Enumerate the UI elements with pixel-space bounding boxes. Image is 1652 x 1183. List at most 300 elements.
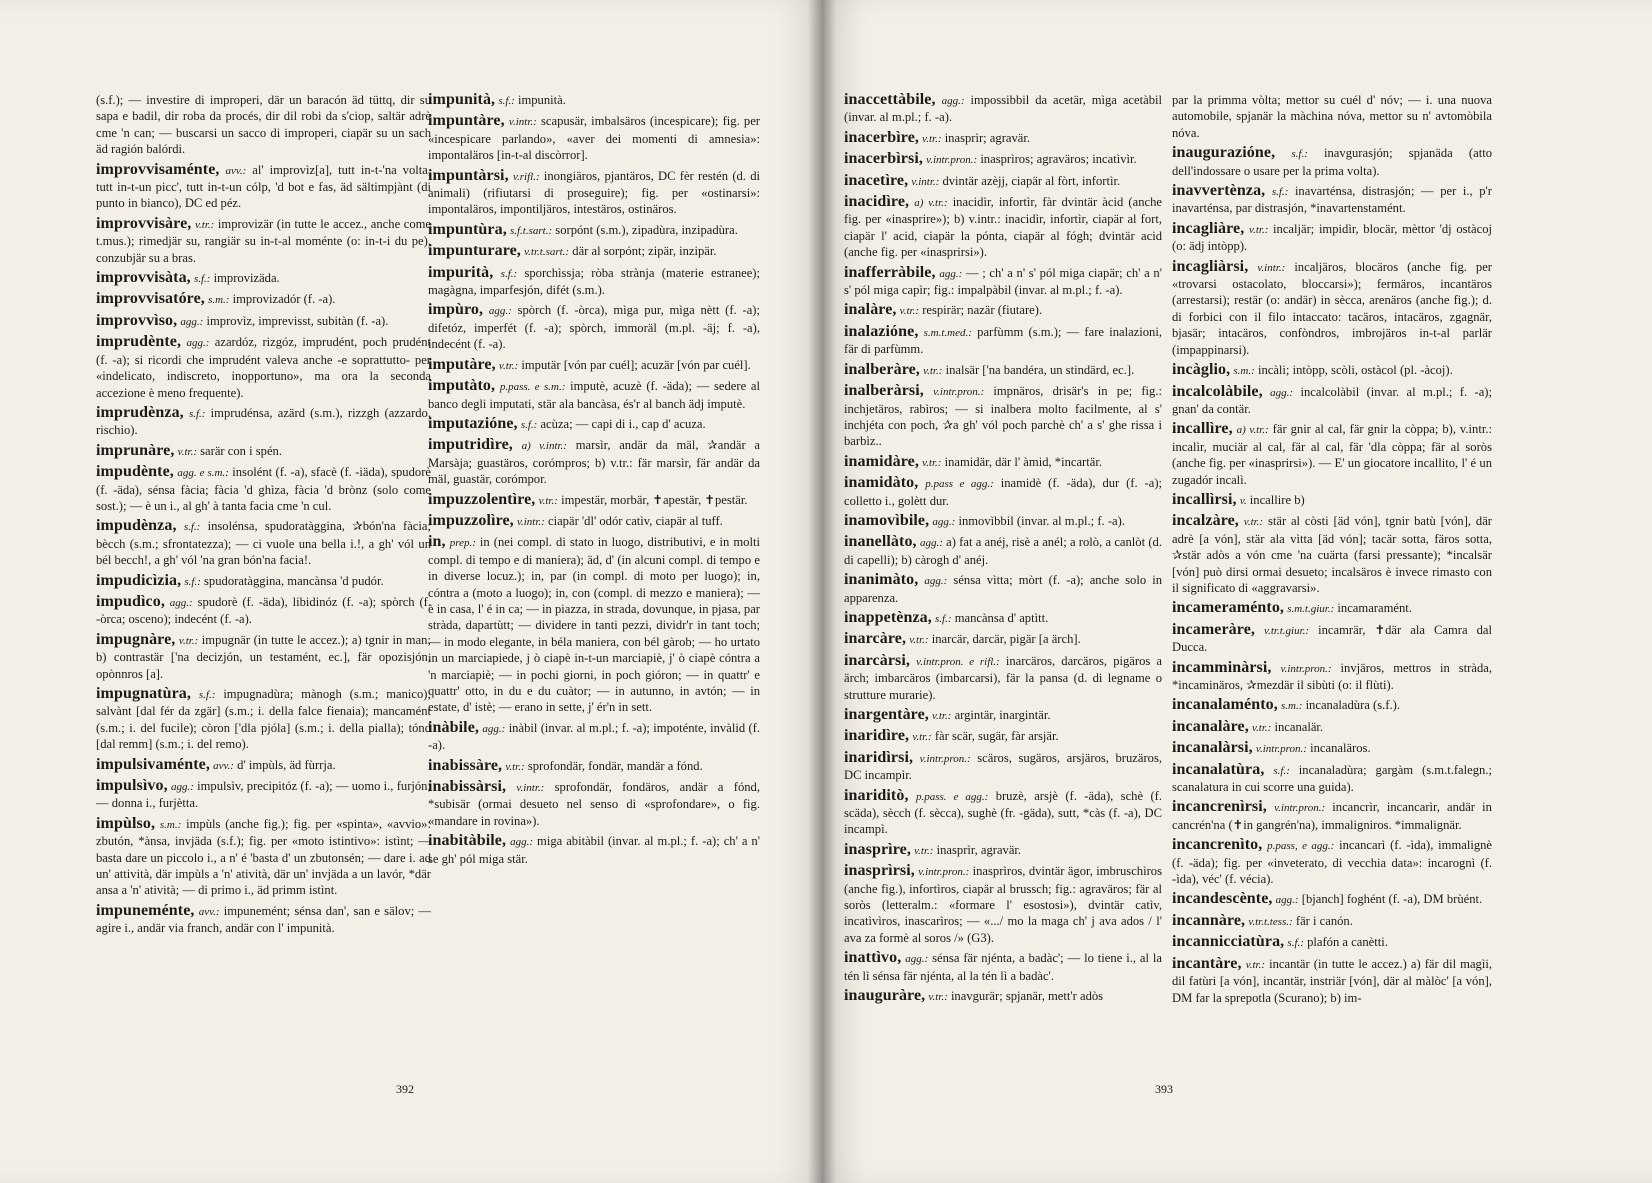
entry-definition: inasprìros, dvintär ägor, imbruschìros (anche fig.), infortìros, ciapär al brussch; fig.: agraväros; fär al soròs (letteralm.: «formare l' esostosi»), dvintär catìv, incatìvìros, inascarìros; — «.../ mo la maga ch' j ava ados / l' ava za formè al soros /» (G3). (844, 864, 1162, 945)
entry-definition: improvìz, imprevisst, subitàn (f. -a). (206, 313, 389, 328)
entry-definition: inamidär, där l' àmid, *incartär. (944, 454, 1102, 469)
entry-definition: incanaladùra; gargàm (s.m.t.falegn.; scanalatura in cui scorre una guida). (1172, 762, 1492, 795)
dictionary-entry (844, 92, 1162, 126)
dictionary-entry (428, 168, 760, 218)
entry-headword: impurità, (428, 263, 494, 281)
dictionary-entry (428, 720, 760, 754)
entry-headword: incancrenìto, (1172, 836, 1263, 854)
entry-grammar: v.tr.: (914, 844, 934, 857)
entry-definition: incanaläros. (1310, 741, 1371, 756)
entry-headword: imprudènza, (96, 403, 184, 421)
dictionary-entry (1172, 740, 1492, 757)
entry-headword: inattìvo, (844, 949, 902, 967)
entry-definition: mancànsa d' aptìtt. (954, 610, 1049, 625)
entry-definition: inasprìros; agraväros; incatìvìr. (980, 152, 1137, 167)
entry-headword: inamovìbile, (844, 511, 930, 529)
entry-definition: inavgurär; spjanär, mett'r adòs (950, 989, 1104, 1004)
entry-grammar: agg.: (939, 267, 963, 280)
entry-grammar: v.rifl.: (512, 170, 540, 183)
entry-grammar: v.intr.pron.: (919, 752, 971, 765)
entry-grammar: a) v.tr.: (914, 197, 948, 210)
entry-grammar: s.m.: (1281, 700, 1303, 713)
entry-grammar: v.tr.: (932, 710, 952, 722)
dictionary-entry (96, 573, 431, 590)
entry-grammar: v.intr.: (1257, 261, 1286, 274)
dictionary-entry (1172, 799, 1492, 833)
dictionary-entry (844, 863, 1162, 946)
entry-definition: sorpónt (s.m.), zipadùra, inzipadùra. (555, 222, 738, 237)
entry-definition: scäros, sugäros, arsjäros, bruzäros, DC incampìr. (844, 750, 1162, 783)
entry-grammar: agg.: (932, 515, 956, 528)
entry-headword: impudìco, (96, 592, 165, 610)
entry-headword: incamminàrsi, (1172, 658, 1272, 676)
entry-grammar: agg.: (180, 315, 204, 328)
dictionary-entry (1172, 221, 1492, 255)
dictionary-entry (1172, 660, 1492, 694)
entry-headword: impuntùra, (428, 220, 507, 238)
entry-grammar: v.intr.: (516, 515, 545, 528)
entry-headword: inafferràbile, (844, 263, 936, 281)
dictionary-entry (844, 383, 1162, 450)
entry-headword: impugnàre, (96, 630, 176, 648)
entry-headword: inacerbìre, (844, 128, 920, 146)
entry-definition: impulsìv, precipitóz (f. -a); — uomo i., furjón; — donna i., furjètta. (96, 779, 431, 811)
entry-definition: incanaladùra (s.f.). (1305, 698, 1400, 713)
entry-headword: impulsivaménte, (96, 755, 210, 773)
entry-headword: inariditò, (844, 786, 909, 804)
entry-headword: inalazióne, (844, 322, 919, 340)
entry-headword: inarcàre, (844, 630, 907, 648)
entry-headword: incagliàrsi, (1172, 257, 1249, 275)
entry-definition: a) fat a anéj, risè a anél; a rolò, a canlòt (d. di capelli); b) càrogh d' anéj. (844, 535, 1162, 567)
entry-grammar: v.tr.: (1243, 516, 1264, 529)
entry-definition: imprudénsa, azärd (s.m.), rizzgh (azzardo, rischio). (96, 405, 431, 438)
page-number: 392 (396, 1082, 414, 1096)
entry-grammar: v.intr.: (508, 116, 537, 129)
entry-grammar: s.f.: (198, 689, 216, 701)
entry-definition: inalsär ['na bandéra, un stindärd, ec.]. (945, 362, 1135, 377)
entry-grammar: agg. e s.m.: (177, 467, 229, 480)
book-gutter (808, 0, 836, 1183)
entry-definition: sénsa vìtta; mòrt (f. -a); anche solo in apparenza. (844, 573, 1162, 605)
entry-definition: impunità. (517, 93, 566, 107)
entry-definition: inamidè (f. -äda), dur (f. -a); colletto i., golètt dur. (844, 476, 1162, 508)
entry-definition: inasprìr, agravär. (936, 842, 1022, 857)
entry-headword: imputàre, (428, 355, 496, 373)
entry-definition: inarcär, darcär, pigär [a ärch]. (931, 632, 1081, 647)
entry-grammar: s.f.: (1271, 186, 1289, 199)
entry-grammar: v.intr.pron.: (918, 866, 970, 879)
entry-definition: inavarténsa, distrasjón; — per i., p'r inavarténsa, par distrasjón, *inavartenstamént. (1172, 184, 1492, 216)
entry-headword: incannicciatùra, (1172, 933, 1285, 951)
entry-grammar: v.tr.: (1249, 223, 1269, 236)
entry-grammar: agg.: (488, 305, 512, 318)
entry-grammar: agg.: (510, 836, 534, 849)
entry-headword: incàglio, (1172, 361, 1231, 379)
dictionary-entry (844, 151, 1162, 168)
entry-headword: inacidìre, (844, 193, 910, 211)
entry-headword: inamidàre, (844, 452, 919, 470)
dictionary-entry (96, 405, 431, 439)
entry-definition: incaljär; impidìr, blocär, mèttor 'dj ostàcoj (o: ädj intòpp). (1172, 221, 1492, 254)
entry-definition: fàr scär, sugär, fàr arsjär. (934, 729, 1059, 744)
entry-grammar: s.f.: (188, 407, 206, 420)
dictionary-entry (844, 302, 1162, 319)
dictionary-entry (844, 988, 1162, 1005)
entry-definition: imputär [vón par cuél]; acuzär [vón par cuél]. (521, 357, 751, 372)
dictionary-entry (428, 222, 760, 239)
entry-definition: inarcäros, darcäros, pigäros a ärch; imbarcäros (imbarcarsi), fär la pansa (d. di legname o strutture murarie). (844, 653, 1162, 702)
entry-definition: in (nei compl. di stato in luogo, distributivi, e in molti compl. di tempo e di maniera); äd, d' (in alcuni compl. di tempo e in diverse locuz.); in, par (in compl. di moto per luogo); in, cóntra a (moto a luogo); in, con (compl. di mezzo e maniera); — è in casa, l' é in ca; — in piazza, in strada, dovunque, in pjasa, par stràda, dapartùtt; — dividere in tanti pezzi, dividr'r in tant toch; — in modo elegante, in béla maniera, con bél gàrob; — ho urtato in un marciapiede, j ò ciapè in-t-un marciapiè, j' ò ciapè cóntra a 'n marciapiè; — in pochi giorni, in poch gióron; — in quattr' e quattr' otto, in du e du cuàtor; — in autunno, in avtón; — in estate, d' istè; — erano in sette, j' ér'n in sett. (428, 535, 760, 715)
entry-grammar: v.tr.: (928, 991, 948, 1004)
entry-grammar: v.tr.: (922, 132, 942, 145)
entry-definition: dvintär azèjj, ciapär al fòrt, infortìr. (942, 173, 1121, 188)
entry-definition: — ; ch' a n' s' pól miga ciapär; ch' a n' s' pól miga capìr; fig.: impalpàbil (invar. al m.pl.; f. -a). (844, 265, 1162, 298)
dictionary-entry (96, 216, 431, 266)
dictionary-entry (844, 572, 1162, 606)
entry-headword: imprunàre, (96, 441, 175, 459)
entry-definition: plafón a canètti. (1307, 935, 1388, 950)
entry-definition: acùza; — capi di i., cap d' acuza. (540, 416, 706, 431)
entry-grammar: agg.: (186, 337, 210, 350)
dictionary-entry (844, 728, 1162, 745)
dictionary-entry (844, 513, 1162, 530)
entry-definition: incancarì (f. -ìda), immalignè (f. -äda); fig. per «inveterato, di vecchia data»: incarognì (f. -ìda), véc' (f. vécia). (1172, 838, 1492, 887)
entry-definition: incalcolàbil (invar. al m.pl.; f. -a); gnan' da contär. (1172, 384, 1492, 416)
dictionary-entry (1172, 762, 1492, 796)
entry-definition: scapusär, imbalsäros (incespicare); fig. per «incespicare parlando», «aver dei momenti di amnesia»: impontaläros [in-t-al discòrror]. (428, 114, 760, 163)
entry-definition: spudoratàggina, mancànsa 'd pudór. (204, 573, 384, 588)
dictionary-entry (428, 779, 760, 829)
entry-definition: sprofondär, fondär, mandär a fónd. (527, 758, 703, 773)
entry-grammar: v.tr.: (505, 760, 525, 773)
entry-definition: [bjanch] foghént (f. -a), DM brùént. (1301, 892, 1483, 907)
entry-grammar: p.pass. e agg.: (915, 790, 989, 803)
dictionary-entry (844, 362, 1162, 379)
dictionary-entry (96, 518, 431, 568)
entry-headword: improvvisaménte, (96, 160, 220, 178)
entry-definition: spudorè (f. -äda), libidinóz (f. -a); spòrch (f. -òrca; osceno); indecént (f. -a). (96, 594, 431, 627)
entry-headword: incalzàre, (1172, 512, 1239, 530)
entry-grammar: avv.: (225, 164, 247, 177)
entry-headword: inasprìre, (844, 840, 911, 858)
entry-definition: parfùmm (s.m.); — fare inalazioni, fär di parfùmm. (844, 324, 1162, 357)
entry-definition: incallire b) (1249, 492, 1305, 507)
entry-headword: inaccettàbile, (844, 92, 936, 108)
entry-grammar: s.f.: (1291, 148, 1308, 161)
entry-grammar: s.m.: (1233, 365, 1255, 378)
entry-grammar: s.f.: (183, 521, 201, 534)
entry-headword: incallìre, (1172, 420, 1233, 438)
dictionary-entry (1172, 492, 1492, 509)
entry-grammar: agg.: (1270, 386, 1294, 399)
entry-definition: bruzè, arsjè (f. -äda), schè (f. scäda), sècch (f. sècca), sughè (fr. -gäda), sutt, *càs (f. -a), DC incampì. (844, 788, 1162, 837)
entry-grammar: p.pass. e s.m.: (499, 381, 566, 394)
dictionary-entry (1172, 934, 1492, 951)
entry-definition: impugnadùra; mànogh (s.m.; manico); salvànt [dal fér da zgär] (s.m.; i. della falce fienaia); mancamént (s.m.; i. del fucile); còron ['dla pjóla] (s.m.; i. della pialla); tónd [dal remm] (s.m.; i. del remo). (96, 687, 431, 752)
dictionary-entry (96, 464, 431, 514)
dictionary-entry (844, 788, 1162, 838)
entry-headword: incallìrsi, (1172, 490, 1237, 508)
dictionary-entry (96, 443, 431, 460)
entry-headword: inaridìre, (844, 727, 910, 745)
entry-grammar: agg.: (1275, 894, 1299, 907)
entry-grammar: avv.: (198, 905, 220, 918)
dictionary-entry (96, 778, 431, 812)
dictionary-entry (428, 243, 760, 260)
entry-headword: incanalàrsi, (1172, 739, 1253, 757)
dictionary-entry (428, 265, 760, 299)
entry-headword: incanalatùra, (1172, 760, 1265, 778)
left-page (0, 0, 822, 1183)
entry-headword: incalcolàbile, (1172, 382, 1263, 400)
entry-grammar: v.intr.pron.: (926, 154, 978, 167)
entry-headword: inalberàre, (844, 360, 920, 378)
entry-headword: inappetènza, (844, 608, 932, 626)
page-number: 393 (1155, 1082, 1173, 1096)
entry-headword: incancrenìrsi, (1172, 798, 1267, 816)
dictionary-entry (844, 653, 1162, 703)
entry-grammar: v.intr.pron. e rifl.: (916, 655, 1000, 668)
dictionary-entry (96, 313, 431, 330)
entry-definition: respirär; nazär (fiutare). (922, 303, 1043, 318)
entry-definition: incaljäros, blocäros (anche fig. per «trovarsi ostacolato, bloccarsi»); fermäros, incantäros (arrestarsi); restär (o: andär) in sècca, arenäros (anche fig.); d. di forbici con il filo intaccato: tacäros, intacäros, zgagnär, bjasär; intacäros, confòndros, imbrojäros in-t-al parlär (impappinarsi). (1172, 259, 1492, 357)
entry-grammar: v.tr.: (1251, 721, 1272, 734)
dictionary-entry (1172, 513, 1492, 596)
entry-definition: marsìr, andär da mäl, ✰andär a Marsàja; guastäros, corómpros; b) v.tr.: fär marsìr, fär andär da mäl, guastär, corómpor. (428, 438, 760, 487)
entry-grammar: s.f.: (193, 273, 211, 286)
entry-headword: impuneménte, (96, 901, 195, 919)
entry-grammar: a) v.intr.: (521, 440, 567, 453)
entry-grammar: v.tr.t.sart.: (524, 246, 570, 259)
entry-definition: impugnär (in tutte le accez.); a) tgnir in man; b) contrastär ['na decizjón, un testamént, ec.], fär opozisjón, opònnros [a]. (96, 632, 431, 681)
entry-grammar: agg.: (919, 537, 943, 550)
entry-headword: incantàre, (1172, 954, 1242, 972)
entry-headword: imputàto, (428, 377, 496, 395)
dictionary-entry (844, 950, 1162, 984)
entry-headword: impulsìvo, (96, 777, 168, 795)
entry-definition: incantär (in tutte le accez.) a) fär dil magìi, dil fatùri [a vón], incantär, instriär [vón], där al màlòc' [a vón], DM far la sprepotla (Scurano); b) im- (1172, 956, 1492, 1005)
dictionary-entry (844, 475, 1162, 509)
entry-grammar: v.tr.: (177, 445, 197, 458)
dictionary-entry (844, 707, 1162, 724)
entry-headword: inasprìrsi, (844, 862, 915, 880)
entry-definition: stär al còsti [äd vón], tgnir batù [vón], där adrè [a vón], stär ala vìtta [äd vón]; tacär sotta, färos sotta, ✰stär adòs a vón cme 'na cuärta (farsi pressante); *incalsär [vón] può dirsi ormai desueto; incalsäros è invece rimasto con il significato di «aggravarsi». (1172, 514, 1492, 595)
entry-headword: impùlso, (96, 814, 156, 832)
entry-grammar: v.tr.t.giur.: (1264, 624, 1310, 637)
entry-definition: incamrär, ✝där ala Camra dal Ducca. (1172, 622, 1492, 655)
dictionary-entry (844, 194, 1162, 261)
entry-grammar: v.tr.t.tess.: (1248, 915, 1293, 928)
dictionary-entry (96, 816, 431, 899)
right-page-column-1 (844, 92, 1162, 1092)
entry-definition: d' impùls, äd fùrrja. (237, 757, 336, 772)
entry-grammar: prep.: (449, 537, 476, 550)
entry-headword: imputridìre, (428, 436, 513, 454)
entry-definition: impùls (anche fig.); fig. per «spinta», «avvio»: zbutón, *ànsa, invjäda (s.f.); fig. per «moto istintivo»: istìnt; — basta dare un piccolo i., a n' é 'basta d' un zbutonsén; — dare i. ad un' attività, där impùls a 'n' atività, där un' invjäda a un lavór, *där ansa a 'n' atività; — di primo i., äd primm istìnt. (96, 816, 431, 898)
entry-definition: sporchìssja; ròba strànja (materie estranee); magàgna, imparfesjón, difét (s.m.). (428, 265, 760, 298)
dictionary-entry (844, 265, 1162, 299)
entry-definition: (s.f.); — investire di improperi, där un baracón äd tüttq, dir su sapa e badil, dir roba da procés, dir dil robi da s'ciop, saltär adrè cme 'n can; — buscarsi un sacco di improperi, ciapär su un sach äd ragión balórdi. (96, 93, 431, 157)
entry-headword: incanalàre, (1172, 717, 1249, 735)
dictionary-entry (1172, 837, 1492, 887)
left-page-column-1 (96, 92, 431, 1092)
dictionary-entry (1172, 145, 1492, 179)
entry-grammar: s.m.: (159, 818, 182, 831)
dictionary-entry (1172, 600, 1492, 617)
entry-headword: impudènte, (96, 463, 174, 481)
entry-definition: ciapär 'dl' odór catìv, ciapär al tuff. (548, 513, 723, 528)
entry-headword: inalberàrsi, (844, 382, 924, 400)
entry-headword: inabissàrsi, (428, 778, 507, 796)
entry-headword: imprudènte, (96, 333, 182, 351)
dictionary-entry (96, 162, 431, 212)
entry-headword: inàbile, (428, 718, 480, 736)
entry-grammar: s.f.: (520, 418, 538, 431)
entry-definition: inacidìr, infortìr, fàr dvintär àcid (anche fig. per «inasprire»); b) v.intr.: inacidìr, infortìr, ciapär al fort, ciapär l' acid, ciapär la pónta, ciapär al fógh; dvintär acid (anche fig. per «inasprirsi»). (844, 195, 1162, 260)
dictionary-entry (1172, 183, 1492, 217)
dictionary-entry (1172, 92, 1492, 141)
dictionary-entry (96, 903, 431, 937)
dictionary-entry (428, 92, 760, 109)
entry-grammar: v.tr.: (899, 305, 920, 318)
entry-definition: impestär, morbär, ✝apestär, ✝pestär. (561, 492, 748, 507)
entry-grammar: v.tr.: (909, 634, 929, 647)
entry-definition: inàbil (invar. al m.pl.; f. -a); impoténte, invàlid (f. -a). (428, 720, 760, 753)
dictionary-entry (96, 291, 431, 308)
dictionary-entry (96, 92, 431, 158)
entry-headword: inalàre, (844, 301, 897, 319)
entry-headword: impunità, (428, 92, 496, 108)
left-page-column-2 (428, 92, 760, 1092)
entry-grammar: s.f.: (500, 267, 518, 280)
entry-definition: inavgurasjón; spjanäda (atto dell'indossare o usare per la prima volta). (1172, 146, 1492, 178)
dictionary-entry (844, 324, 1162, 358)
dictionary-entry (428, 492, 760, 509)
entry-grammar: v.tr.: (912, 731, 932, 744)
entry-headword: inanellàto, (844, 533, 917, 551)
entry-definition: fär gnir al cal, fär gnir la còppa; b), v.intr.: incalìr, muciär al cal, fär al cal, fär 'dla còppa; fär al soròs (anche fig. per «inasprirsi»). — E' un giocatore incallito, l' é un zugadór incalì. (1172, 422, 1492, 487)
entry-grammar: v.intr.: (911, 175, 940, 188)
entry-headword: impuzzolentìre, (428, 490, 536, 508)
entry-grammar: v.intr.pron.: (1280, 662, 1332, 675)
entry-headword: incandescènte, (1172, 890, 1273, 908)
entry-definition: insolént (f. -a), sfacè (f. -iäda), spudorè (f. -äda), sénsa fàcia; fàcia 'd ghìza, fàcia 'd brònz (solo come sost.); — è un i., al gh' à tanta facia cme 'n cul. (96, 465, 431, 513)
entry-headword: improvvìso, (96, 311, 178, 329)
dictionary-entry (428, 302, 760, 352)
entry-definition: sarär con i spén. (200, 443, 282, 458)
entry-definition: impnäros, drisär's in pe; fig.: inchjetäros, rabìros; — si inalbera molto facilmente, al s' inchjéta con poch, ✰a gh' vól poch parchè ch' a s' ghe rissa i barbìz.. (844, 384, 1162, 449)
dictionary-entry (428, 534, 760, 715)
entry-definition: azardóz, rizgóz, imprudént, poch prudént (f. -a); si ricordi che imprudént valeva anche -e soprattutto- per «indelicato, indiscreto, inopportuno», ma ora la seconda accezione è meno frequente). (96, 335, 431, 400)
entry-headword: incameràre, (1172, 620, 1255, 638)
entry-grammar: agg.: (941, 95, 965, 107)
entry-grammar: v.tr.: (194, 218, 215, 231)
entry-definition: invjäros, mettros in stràda, *incaminäros, ✰mezdär il sibùti (o: il flùti). (1172, 660, 1492, 692)
entry-definition: inasprìr; agravär. (944, 130, 1031, 145)
dictionary-entry (428, 378, 760, 412)
entry-grammar: s.f.: (1273, 764, 1290, 777)
entry-definition: sénsa fär njénta, a badàc'; — lo tiene i., al la tén lì sénsa fär njénta, al la tén lì a badàc'. (844, 951, 1162, 983)
entry-definition: impossibbil da acetär, mìga acetàbil (invar. al m.pl.; f. -a). (844, 93, 1162, 125)
entry-headword: impùro, (428, 301, 484, 319)
entry-grammar: v.tr.: (1245, 958, 1266, 971)
dictionary-entry (1172, 421, 1492, 488)
entry-grammar: p.pass, e agg.: (1267, 840, 1335, 853)
entry-grammar: s.f.: (184, 575, 201, 588)
entry-grammar: v.tr.: (498, 359, 519, 372)
entry-headword: incannàre, (1172, 911, 1246, 929)
entry-grammar: agg.: (169, 596, 193, 609)
entry-grammar: s.f.: (1287, 937, 1304, 950)
entry-grammar: v.intr.: (516, 782, 545, 795)
right-page (822, 0, 1652, 1183)
entry-definition: inongiäros, pjantäros, DC fèr restén (d. di animali) (rifiutarsi di proseguire); fig. per «ostinarsi»: impontaläros, impontiljäros, intestäros, ostinäros. (428, 168, 760, 217)
entry-grammar: agg.: (170, 781, 194, 794)
entry-headword: impuntàre, (428, 112, 505, 130)
entry-grammar: v.tr.: (178, 634, 199, 647)
entry-grammar: agg.: (905, 953, 929, 966)
entry-headword: inavvertènza, (1172, 182, 1266, 200)
entry-definition: argintär, inargintär. (954, 708, 1051, 722)
dictionary-entry (844, 842, 1162, 859)
dictionary-entry (1172, 259, 1492, 358)
dictionary-entry (428, 437, 760, 487)
entry-headword: inauguràre, (844, 987, 926, 1005)
entry-headword: impudènza, (96, 517, 177, 535)
entry-definition: där al sorpónt; zipär, inzipär. (572, 244, 717, 259)
dictionary-entry (428, 113, 760, 163)
dictionary-entry (428, 513, 760, 530)
entry-grammar: s.f.t.sart.: (509, 224, 553, 237)
entry-grammar: v. (1239, 494, 1247, 507)
entry-headword: impuntàrsi, (428, 166, 509, 184)
entry-grammar: v.tr.: (923, 364, 943, 377)
entry-definition: fär i canón. (1295, 913, 1353, 928)
dictionary-entry (428, 758, 760, 775)
entry-definition: spòrch (f. -òrca), mìga pur, mìga nètt (f. -a); difetóz, imperfét (f. -a); spòrch, immoräl (m.pl. -äj; f. -a), indecént (f. -a). (428, 303, 760, 352)
entry-definition: incàli; intòpp, scòli, ostàcol (pl. -àcoj). (1257, 363, 1453, 378)
dictionary-entry (96, 757, 431, 774)
entry-grammar: v.intr.pron.: (1274, 802, 1326, 815)
entry-headword: inanimàto, (844, 571, 919, 589)
dictionary-entry (844, 173, 1162, 190)
dictionary-entry (1172, 697, 1492, 714)
entry-definition: par la primma vòlta; mettor su cuél d' nóv; — i. una nuova automobile, spjanär la màchina nóva, mettor su n' avtomòbila nóva. (1172, 93, 1492, 140)
entry-headword: inaugurazióne, (1172, 144, 1276, 162)
right-page-column-2 (1172, 92, 1492, 1092)
dictionary-entry (428, 416, 760, 433)
entry-definition: improvizär (in tutte le accez., anche come t.mus.); rimedjär su, rangiär su in-t-al moménte (o: in-t-i du pe), conzubjär su a bras. (96, 216, 431, 265)
dictionary-entry (96, 632, 431, 682)
entry-definition: insolénsa, spudoratàggina, ✰bón'na fàcia; bècch (s.m.; sfrontatezza); — ci vuole una bella i.!, a gh' vól un bél becch!, a gh' vól 'na gran bón'na facia!. (96, 519, 431, 568)
entry-grammar: s.f.: (935, 612, 952, 625)
entry-grammar: avv.: (213, 759, 234, 772)
entry-definition: incamaramént. (1337, 601, 1412, 616)
dictionary-entry (844, 750, 1162, 784)
dictionary-entry (1172, 956, 1492, 1006)
entry-headword: impudicìzia, (96, 571, 182, 589)
entry-headword: inarcàrsi, (844, 651, 911, 669)
entry-headword: inargentàre, (844, 706, 929, 723)
entry-definition: miga abitàbil (invar. al m.pl.; f. -a); ch' a n' se gh' pól miga stär. (428, 834, 760, 866)
entry-grammar: v.tr.: (538, 494, 558, 507)
entry-definition: al' improvìz[a], tutt in-t-'na volta, tutt in-t-un picc', tutt in-t-un cólp, 'd bot e fas, äd sältimpjànt (di punto in bianco), DC ed péz. (96, 162, 431, 211)
dictionary-entry (428, 833, 760, 867)
entry-headword: inacetìre, (844, 171, 909, 189)
entry-grammar: p.pass e agg.: (925, 478, 994, 491)
entry-headword: incagliàre, (1172, 219, 1245, 237)
